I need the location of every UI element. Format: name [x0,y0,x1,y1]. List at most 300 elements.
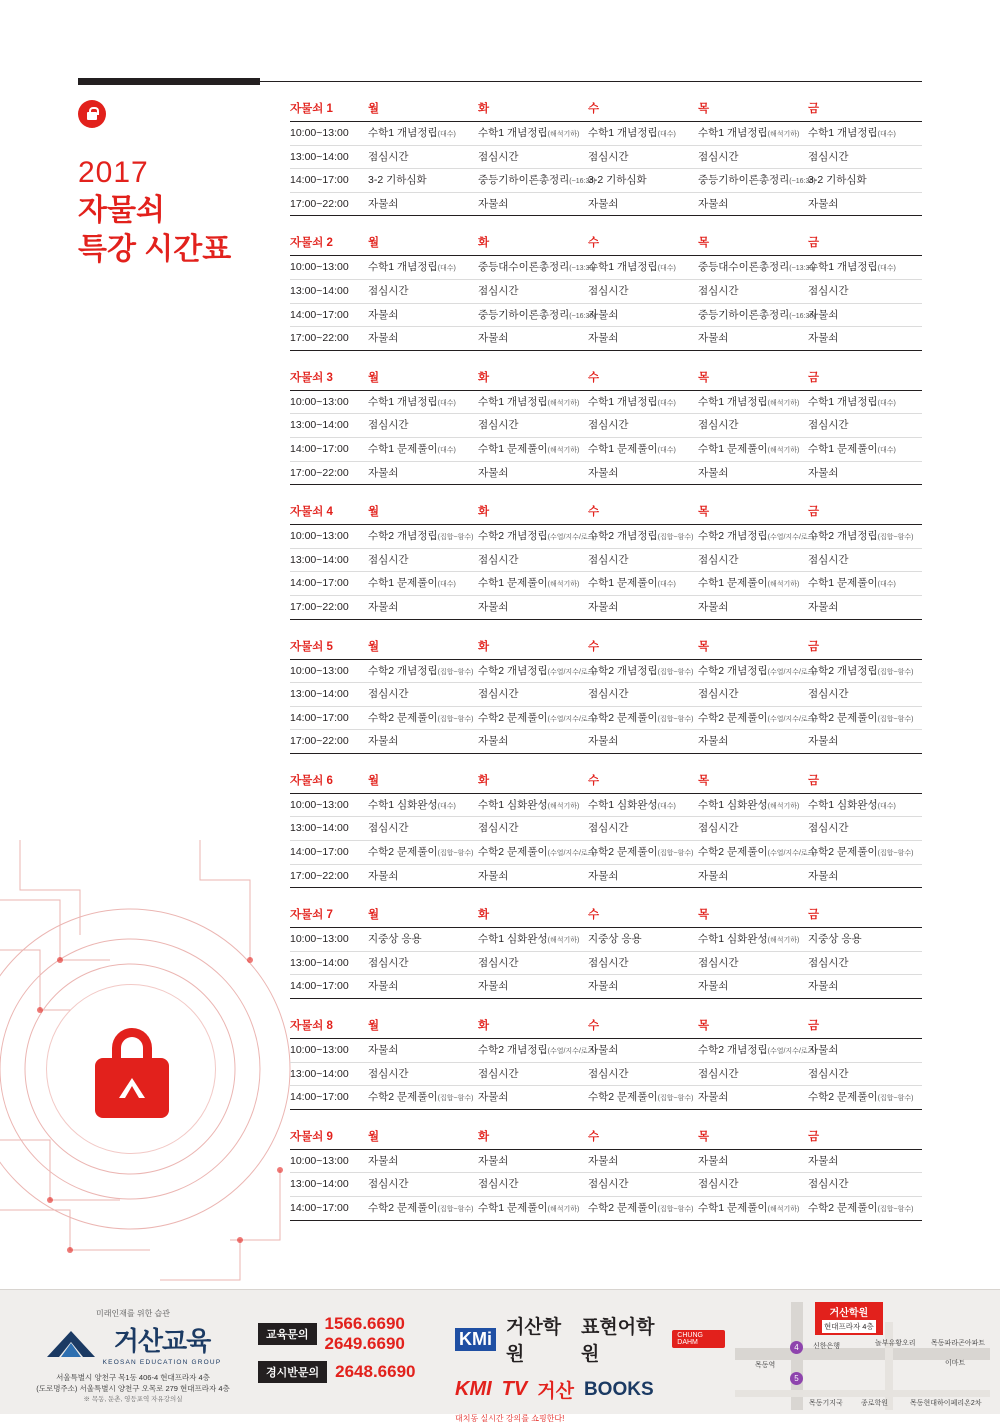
time-label: 13:00~14:00 [290,419,349,432]
schedule-cell: 자물쇠 [808,332,839,345]
schedule-cell: 수학2 개념정립(수열/지수/로그) [478,530,597,543]
schedule-block [290,503,922,619]
table-row [290,865,922,889]
schedule-cell: 자물쇠 [588,1154,619,1167]
schedule-cell: 자물쇠 [478,1154,509,1167]
column-header-thu: 목 [698,103,710,115]
time-label: 13:00~14:00 [290,956,349,969]
time-label: 13:00~14:00 [290,822,349,835]
kmitv-subtitle: 대치동 실시간 강의를 쇼핑한다! [455,1414,565,1423]
time-label: 14:00~17:00 [290,577,349,590]
column-header-fri: 금 [808,640,820,653]
schedule-block [290,906,922,999]
table-row [290,1039,922,1063]
column-header-tue: 화 [478,506,490,519]
column-header-thu: 목 [698,909,710,922]
schedule-cell: 수학2 개념정립(수열/지수/로그) [478,1044,597,1057]
time-label: 17:00~22:00 [290,869,349,882]
schedule-cell: 점심시간 [478,1067,519,1080]
contact-block [258,1314,438,1391]
schedule-cell: 수학1 개념정립(해석기하) [478,127,580,139]
schedule-cell: 수학2 문제풀이(수열/지수/로그) [698,846,817,859]
schedule-cell: 자물쇠 [698,466,729,479]
schedule-cell: 수학1 문제풀이(해석기하) [698,442,800,455]
column-header-fri: 금 [808,237,820,250]
schedule-cell: 수학2 문제풀이(집합~함수) [808,711,914,724]
kmi-academy-name: 거산학원 [506,1317,562,1365]
schedule-cell: 자물쇠 [588,332,619,345]
schedule-cell: 중등기하이론총정리(~16:30) [698,174,816,187]
time-label: 14:00~17:00 [290,174,349,187]
column-header-mon: 월 [368,371,380,384]
schedule-cell: 자물쇠 [368,735,399,748]
schedule-cell: 점심시간 [368,956,409,969]
table-row [290,1150,922,1174]
schedule-cell: 수학1 개념정립(대수) [808,127,896,139]
contact-number-education[interactable] [325,1314,405,1353]
table-row [290,794,922,818]
schedule-cell: 점심시간 [588,284,629,297]
schedule-cell: 수학1 문제풀이(해석기하) [698,577,800,590]
schedule-cell: 수학2 문제풀이(수열/지수/로그) [698,711,817,724]
schedule-cell: 수학2 문제풀이(집합~함수) [588,1091,694,1104]
schedule-cell: 자물쇠 [478,600,509,613]
schedule-cell: 자물쇠 [808,466,839,479]
block-header [290,772,922,794]
schedule-cell: 자물쇠 [368,1154,399,1167]
schedule-cell: 자물쇠 [368,466,399,479]
schedule-cell: 점심시간 [698,419,739,432]
column-header-fri: 금 [808,371,820,384]
schedule-cell: 점심시간 [368,688,409,701]
schedule-cell: 수학1 심화완성(대수) [588,798,676,811]
schedule-block [290,369,922,485]
map-label-shinhan: 신한은행 [813,1343,841,1350]
schedule-cell: 수학1 심화완성(대수) [368,798,456,811]
schedule-cell: 점심시간 [808,419,849,432]
logo-slogan: 미래인재를 위한 습관 [96,1309,170,1318]
schedule-cell: 점심시간 [698,553,739,566]
block-title: 자물쇠 6 [290,774,333,787]
column-header-wed: 수 [588,371,600,384]
time-label: 14:00~17:00 [290,980,349,993]
schedule-cell: 수학1 개념정립(해석기하) [698,395,800,408]
block-title: 자물쇠 3 [290,371,333,384]
schedule-cell: 중등대수이론총정리(~13:30) [698,261,816,274]
column-header-thu: 목 [698,774,710,787]
schedule-cell: 점심시간 [698,1067,739,1080]
schedule-cell: 자물쇠 [588,600,619,613]
title-line-2: 특강 시간표 [78,232,232,266]
schedule-cell: 수학2 개념정립(집합~함수) [808,664,914,677]
table-row [290,1197,922,1221]
schedule-cell: 지중상 응용 [808,933,862,946]
company-address [28,1372,238,1404]
table-row [290,391,922,415]
schedule-cell: 수학1 문제풀이(대수) [588,442,676,455]
schedule-block [290,100,922,216]
table-row [290,707,922,731]
column-header-wed: 수 [588,1130,600,1143]
schedule-cell: 자물쇠 [808,600,839,613]
schedule-cell: 자물쇠 [368,197,399,210]
schedule-cell: 자물쇠 [588,466,619,479]
schedule-cell: 수학1 개념정립(대수) [588,395,676,408]
schedule-cell: 자물쇠 [368,869,399,882]
schedule-cell: 자물쇠 [698,197,729,210]
schedule-cell: 점심시간 [478,150,519,163]
map-label-emart: 이마트 [945,1360,966,1367]
logo-mark [28,1321,238,1366]
contact-row-education [258,1314,438,1353]
table-row [290,928,922,952]
schedule-cell: 수학2 문제풀이(집합~함수) [368,846,474,859]
pyohyun-name: 표현어학원 [581,1317,655,1365]
block-title: 자물쇠 2 [290,237,333,250]
block-title: 자물쇠 8 [290,1020,333,1033]
schedule-cell: 점심시간 [808,150,849,163]
schedule-cell: 자물쇠 [368,308,399,321]
column-header-tue: 화 [478,909,490,922]
time-label: 17:00~22:00 [290,197,349,210]
schedule-cell: 수학1 문제풀이(해석기하) [478,577,580,590]
schedule-cell: 점심시간 [698,1178,739,1191]
map-label-station: 목동역 [755,1362,776,1369]
schedule-cell: 수학1 심화완성(해석기하) [478,933,580,946]
block-header [290,503,922,525]
schedule-cell: 수학2 개념정립(집합~함수) [588,664,694,677]
column-header-thu: 목 [698,1130,710,1143]
logo-english-name: KEOSAN EDUCATION GROUP [102,1359,222,1366]
schedule-block [290,772,922,888]
schedule-cell: 점심시간 [368,284,409,297]
schedule-cell: 수학2 문제풀이(집합~함수) [808,846,914,859]
schedule-cell: 점심시간 [698,284,739,297]
schedule-cell: 자물쇠 [588,1044,619,1057]
schedule-cell: 점심시간 [368,822,409,835]
schedule-cell: 자물쇠 [368,1044,399,1057]
time-label: 10:00~13:00 [290,395,349,408]
schedule-cell: 수학2 문제풀이(집합~함수) [368,1202,474,1214]
schedule-cell: 자물쇠 [698,980,729,993]
schedule-cell: 수학2 문제풀이(집합~함수) [808,1202,914,1214]
time-label: 13:00~14:00 [290,1067,349,1080]
column-header-mon: 월 [368,1020,380,1033]
time-label: 17:00~22:00 [290,466,349,479]
schedule-cell: 수학1 문제풀이(해석기하) [698,1202,800,1214]
time-label: 10:00~13:00 [290,1154,349,1167]
schedule-cell: 자물쇠 [698,332,729,345]
schedule-cell: 점심시간 [478,822,519,835]
schedule-cell: 수학1 개념정립(대수) [808,261,896,274]
schedule-cell: 점심시간 [368,150,409,163]
schedule-cell: 중등기하이론총정리(~16:30) [698,308,816,321]
table-row [290,327,922,351]
schedule-cell: 점심시간 [588,1178,629,1191]
schedule-cell: 수학1 개념정립(해석기하) [698,127,800,139]
schedule-cell: 중등기하이론총정리(~16:30) [478,308,596,321]
time-label: 17:00~22:00 [290,332,349,345]
schedule-cell: 수학2 개념정립(수열/지수/로그) [698,530,817,543]
column-header-mon: 월 [368,506,380,519]
column-header-wed: 수 [588,774,600,787]
schedule-cell: 자물쇠 [698,600,729,613]
table-row [290,1063,922,1087]
schedule-cell: 점심시간 [368,1178,409,1191]
time-label: 13:00~14:00 [290,150,349,163]
schedule-cell: 점심시간 [698,956,739,969]
column-header-fri: 금 [808,1020,820,1033]
column-header-thu: 목 [698,371,710,384]
schedule-cell: 지중상 응용 [588,933,642,946]
books-english: BOOKS [583,1378,654,1400]
table-row [290,817,922,841]
schedule-cell: 수학2 문제풀이(집합~함수) [588,711,694,724]
schedule-cell: 자물쇠 [698,735,729,748]
schedule-cell: 점심시간 [808,553,849,566]
table-row [290,975,922,999]
schedule-cell: 자물쇠 [478,1091,509,1104]
schedule-cell: 점심시간 [698,822,739,835]
keosan-mountain-logo-icon [45,1329,97,1359]
table-row [290,596,922,620]
schedule-cell: 수학2 개념정립(집합~함수) [368,664,474,677]
column-header-mon: 월 [368,774,380,787]
location-map [735,1302,990,1410]
schedule-cell: 수학1 문제풀이(대수) [368,577,456,590]
block-header [290,638,922,660]
table-row [290,1173,922,1197]
block-header [290,100,922,122]
time-label: 10:00~13:00 [290,664,349,677]
table-row [290,414,922,438]
schedule-cell: 수학1 개념정립(대수) [588,261,676,274]
schedule-cell: 수학1 개념정립(해석기하) [478,395,580,408]
time-label: 10:00~13:00 [290,127,349,139]
table-row [290,525,922,549]
schedule-cell: 점심시간 [588,150,629,163]
column-header-mon: 월 [368,103,380,115]
schedule-cell: 수학1 문제풀이(대수) [808,442,896,455]
table-row [290,1086,922,1110]
table-row [290,660,922,684]
column-header-mon: 월 [368,1130,380,1143]
phone-primary: 1566.6690 [324,1314,405,1333]
map-label-paragon: 목동파라곤아파트 [931,1340,986,1347]
column-header-tue: 화 [478,237,490,250]
page-footer [0,1289,1000,1423]
time-label: 17:00~22:00 [290,735,349,748]
block-header [290,234,922,256]
block-title: 자물쇠 9 [290,1130,333,1143]
schedule-cell: 수학2 문제풀이(집합~함수) [588,846,694,859]
map-label-hyperion: 목동현대하이페리온2차 [910,1400,982,1407]
schedule-cell: 수학2 문제풀이(집합~함수) [368,1091,474,1104]
lock-icon [78,100,106,128]
schedule-cell: 수학1 심화완성(해석기하) [698,933,800,946]
schedule-cell: 점심시간 [368,553,409,566]
schedule-cell: 수학1 개념정립(대수) [368,261,456,274]
table-row [290,841,922,865]
time-label: 14:00~17:00 [290,1091,349,1104]
schedule-cell: 자물쇠 [698,1154,729,1167]
block-title: 자물쇠 1 [290,103,333,115]
time-label: 10:00~13:00 [290,1044,349,1057]
column-header-fri: 금 [808,103,820,115]
brand-block [455,1312,725,1424]
block-title: 자물쇠 4 [290,506,333,519]
schedule-cell: 점심시간 [808,284,849,297]
schedule-cell: 자물쇠 [698,1091,729,1104]
column-header-fri: 금 [808,909,820,922]
time-label: 14:00~17:00 [290,442,349,455]
table-row [290,304,922,328]
table-row [290,730,922,754]
brand-line-2 [455,1376,725,1403]
kmitv-tag: TV [501,1378,528,1400]
table-row [290,572,922,596]
schedule-cell: 수학2 개념정립(수열/지수/로그) [478,664,597,677]
schedule-cell: 자물쇠 [478,466,509,479]
time-label: 14:00~17:00 [290,846,349,859]
time-label: 13:00~14:00 [290,284,349,297]
column-header-tue: 화 [478,371,490,384]
schedule-cell: 점심시간 [478,553,519,566]
schedule-cell: 자물쇠 [478,735,509,748]
schedule-cell: 점심시간 [808,1178,849,1191]
schedule-block [290,1017,922,1110]
column-header-thu: 목 [698,237,710,250]
location-badge-name: 거산학원 [829,1308,869,1319]
block-header [290,1017,922,1039]
schedule-cell: 점심시간 [808,1067,849,1080]
column-header-wed: 수 [588,640,600,653]
schedule-cell: 수학1 개념정립(대수) [808,395,896,408]
schedule-cell: 점심시간 [588,1067,629,1080]
schedule-cell: 점심시간 [478,284,519,297]
header-rule-thick [78,78,260,85]
column-header-wed: 수 [588,103,600,115]
map-label-nolbu: 놀부유황오리 [875,1340,916,1347]
books-korean: 거산 [537,1381,574,1402]
column-header-tue: 화 [478,1020,490,1033]
location-badge-floor: 현대프라자 4층 [824,1322,874,1331]
title-year: 2017 [78,156,149,189]
column-header-fri: 금 [808,1130,820,1143]
schedule-cell: 자물쇠 [588,980,619,993]
schedule-cell: 자물쇠 [368,332,399,345]
schedule-cell: 점심시간 [588,956,629,969]
schedule-cell: 자물쇠 [588,308,619,321]
schedule-cell: 점심시간 [588,688,629,701]
schedule-cell: 수학1 문제풀이(해석기하) [478,442,580,455]
schedule-cell: 점심시간 [368,419,409,432]
block-title: 자물쇠 7 [290,909,333,922]
kmitv-logo: KMI [455,1378,492,1400]
schedule-cell: 3-2 기하심화 [808,174,867,187]
time-label: 14:00~17:00 [290,1202,349,1214]
schedule-cell: 자물쇠 [478,869,509,882]
contact-number-competition[interactable]: 2648.6690 [335,1362,416,1382]
time-label: 10:00~13:00 [290,530,349,543]
brand-line-1 [455,1312,725,1366]
schedule-cell: 자물쇠 [368,980,399,993]
schedule-cell: 자물쇠 [368,600,399,613]
page-title [78,154,278,269]
schedule-cell: 수학2 개념정립(수열/지수/로그) [698,664,817,677]
time-label: 13:00~14:00 [290,688,349,701]
schedule-cell: 자물쇠 [808,735,839,748]
schedule-block [290,234,922,350]
column-header-mon: 월 [368,909,380,922]
schedule-cell: 점심시간 [588,822,629,835]
title-line-1: 자물쇠 [78,194,165,228]
table-row [290,193,922,217]
time-label: 17:00~22:00 [290,600,349,613]
address-line-1: 서울특별시 양천구 목1동 406-4 현대프라자 4층 [56,1373,210,1382]
schedule-cell: 수학2 문제풀이(수열/지수/로그) [478,846,597,859]
column-header-thu: 목 [698,640,710,653]
schedule-cell: 점심시간 [588,419,629,432]
schedule-cell: 수학1 개념정립(대수) [588,127,676,139]
table-row [290,256,922,280]
padlock-icon [92,1028,172,1118]
schedule-cell: 점심시간 [478,419,519,432]
column-header-tue: 화 [478,1130,490,1143]
schedule-cell: 자물쇠 [808,1154,839,1167]
schedule-cell: 자물쇠 [808,308,839,321]
table-row [290,952,922,976]
schedule-block [290,638,922,754]
schedule-cell: 자물쇠 [588,869,619,882]
column-header-wed: 수 [588,909,600,922]
schedule-cell: 수학2 개념정립(집합~함수) [368,530,474,543]
table-row [290,438,922,462]
table-row [290,683,922,707]
schedule-cell: 자물쇠 [588,735,619,748]
column-header-tue: 화 [478,103,490,115]
block-title: 자물쇠 5 [290,640,333,653]
header-rule-thin [260,81,922,82]
address-line-2: (도로명주소) 서울특별시 양천구 오목로 279 현대프라자 4층 [36,1384,230,1394]
schedule-cell: 점심시간 [588,553,629,566]
schedule-cell: 수학2 개념정립(수열/지수/로그) [698,1044,817,1057]
block-header [290,1128,922,1150]
column-header-wed: 수 [588,237,600,250]
schedule-cell: 3-2 기하심화 [588,174,647,187]
schedule-block [290,1128,922,1221]
column-header-mon: 월 [368,640,380,653]
schedule-cell: 수학1 문제풀이(대수) [808,577,896,590]
schedule-cell: 수학2 개념정립(집합~함수) [808,530,914,543]
schedule-cell: 점심시간 [698,688,739,701]
column-header-wed: 수 [588,506,600,519]
schedule-cell: 자물쇠 [808,1044,839,1057]
time-label: 13:00~14:00 [290,553,349,566]
subway-exit-4: 4 [790,1341,803,1354]
phone-secondary: 2649.6690 [324,1333,405,1353]
schedule-cell: 수학2 문제풀이(집합~함수) [588,1202,694,1214]
schedule-cell: 자물쇠 [808,869,839,882]
map-label-branch: 목동기지국 [809,1400,843,1407]
schedule-cell: 점심시간 [478,956,519,969]
block-header [290,906,922,928]
table-row [290,169,922,193]
schedule-cell: 중등대수이론총정리(~13:30) [478,261,596,274]
column-header-thu: 목 [698,1020,710,1033]
schedule-cell: 3-2 기하심화 [368,174,427,187]
schedule-cell: 점심시간 [478,688,519,701]
